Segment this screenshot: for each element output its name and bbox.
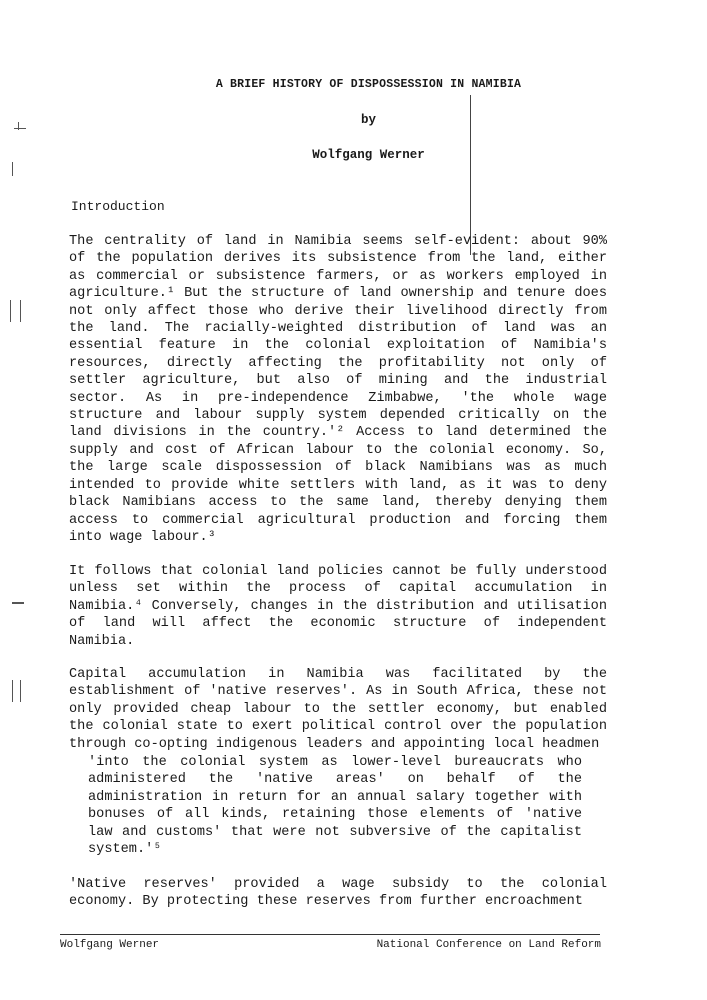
margin-mark (20, 300, 21, 322)
footer-author: Wolfgang Werner (60, 939, 160, 951)
block-quote: 'into the colonial system as lower-level bureaucrats who administered the 'native areas' on behalf of the administration in return for an annual salary together with bonuses of all kinds, retaining those elements of 'native law and customs' that were not subversive of the capitalist system.'⁵ (88, 755, 582, 858)
paragraph-3: Capital accumulation in Namibia was facilitated by the establishment of 'native reserves'. As in South Africa, these not only provided cheap labour to the settler economy, but enabled the colonial state to exert political control over the population through co-opting indigenous leaders and appointing local headmen (69, 667, 607, 752)
paragraph-4: 'Native reserves' provided a wage subsidy to the colonial economy. By protecting these reserves from further encroachment (69, 877, 607, 910)
margin-mark (12, 602, 24, 604)
margin-mark (12, 162, 13, 176)
margin-mark (12, 680, 13, 702)
byline: by (360, 113, 376, 127)
margin-mark (10, 300, 11, 322)
margin-mark (14, 128, 26, 129)
author-name: Wolfgang Werner (312, 148, 425, 162)
paragraph-1: The centrality of land in Namibia seems self-evident: about 90% of the population derives its subsistence from the land, either as commercial or subsistence farmers, or as workers employed in agriculture.¹ But the structure of land ownership and tenure does not only affect those who derive their livelihood directly from the land. The racially-weighted distribution of land was an essential feature in the colonial exploitation of Namibia's resources, directly affecting the profitability not only of settler agriculture, but also of mining and the industrial sector. As in pre-independence Zimbabwe, 'the whole wage structure and labour supply system depended critically on the land divisions in the country.'² Access to land determined the supply and cost of African labour to the colonial economy. So, the large scale dispossession of black Namibians was as much intended to provide white settlers with land, as it was to deny black Namibians access to the same land, thereby denying them access to commercial agricultural production and forcing them into wage labour.³ (69, 234, 607, 545)
document-title: A BRIEF HISTORY OF DISPOSSESSION IN NAMIBIA (215, 78, 522, 91)
paragraph-2: It follows that colonial land policies cannot be fully understood unless set within the process of capital accumulation in Namibia.⁴ Conversely, changes in the distribution and utilisation of land will affect the economic structure of independent Namibia. (69, 564, 607, 649)
margin-mark (20, 680, 21, 702)
section-heading: Introduction (71, 199, 165, 214)
footer-conference: National Conference on Land Reform (376, 939, 601, 951)
footer-divider (60, 934, 600, 935)
